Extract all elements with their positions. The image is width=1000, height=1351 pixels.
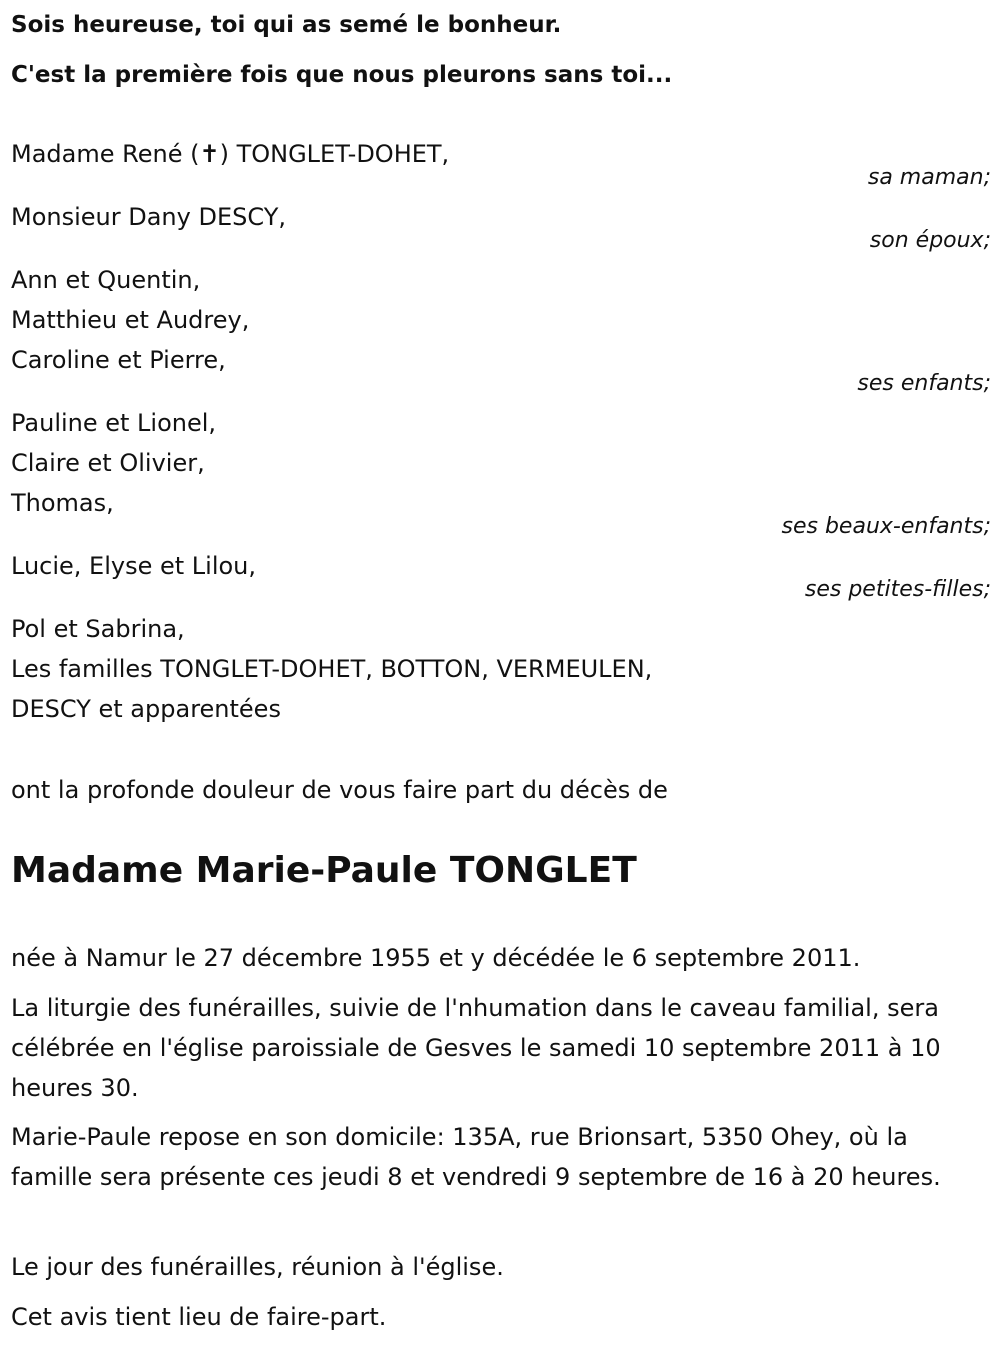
meeting-paragraph: Le jour des funérailles, réunion à l'église.	[11, 1253, 504, 1281]
family-member: Lucie, Elyse et Lilou,	[11, 552, 257, 580]
funeral-paragraph: La liturgie des funérailles, suivie de l'nhumation dans le caveau familial, sera célébrée en l'église paroissiale de Gesves le samedi 10 septembre 2011 à 10 heures 30.	[11, 994, 941, 1102]
family-member: Ann et Quentin,	[11, 266, 201, 294]
epitaph-line-1: Sois heureuse, toi qui as semé le bonheur.	[11, 12, 562, 38]
relation-label: sa maman;	[867, 165, 991, 190]
family-member: Claire et Olivier,	[11, 449, 205, 477]
notice-paragraph: Cet avis tient lieu de faire-part.	[11, 1303, 387, 1331]
visitation-paragraph: Marie-Paule repose en son domicile: 135A, rue Brionsart, 5350 Ohey, où la famille sera présente ces jeudi 8 et vendredi 9 septembre de 16 à 20 heures.	[11, 1123, 941, 1191]
relation-label: son époux;	[869, 228, 991, 253]
deceased-name: Madame Marie-Paule TONGLET	[11, 850, 637, 891]
epitaph-line-2: C'est la première fois que nous pleurons sans toi...	[11, 62, 673, 88]
family-member: Caroline et Pierre,	[11, 346, 226, 374]
relation-label: ses enfants;	[857, 371, 991, 396]
family-member: Monsieur Dany DESCY,	[11, 203, 286, 231]
family-member: Pol et Sabrina,	[11, 615, 185, 643]
announcement-text: ont la profonde douleur de vous faire part du décès de	[11, 776, 668, 804]
family-member: Pauline et Lionel,	[11, 409, 217, 437]
family-member: DESCY et apparentées	[11, 695, 281, 723]
relation-label: ses petites-filles;	[804, 577, 991, 602]
family-member: Matthieu et Audrey,	[11, 306, 250, 334]
family-member: Thomas,	[11, 489, 114, 517]
birth-death-paragraph: née à Namur le 27 décembre 1955 et y décédée le 6 septembre 2011.	[11, 944, 861, 972]
relation-label: ses beaux-enfants;	[781, 514, 991, 539]
family-member: Les familles TONGLET-DOHET, BOTTON, VERMEULEN,	[11, 655, 653, 683]
family-member: Madame René (✝) TONGLET-DOHET,	[11, 140, 450, 168]
